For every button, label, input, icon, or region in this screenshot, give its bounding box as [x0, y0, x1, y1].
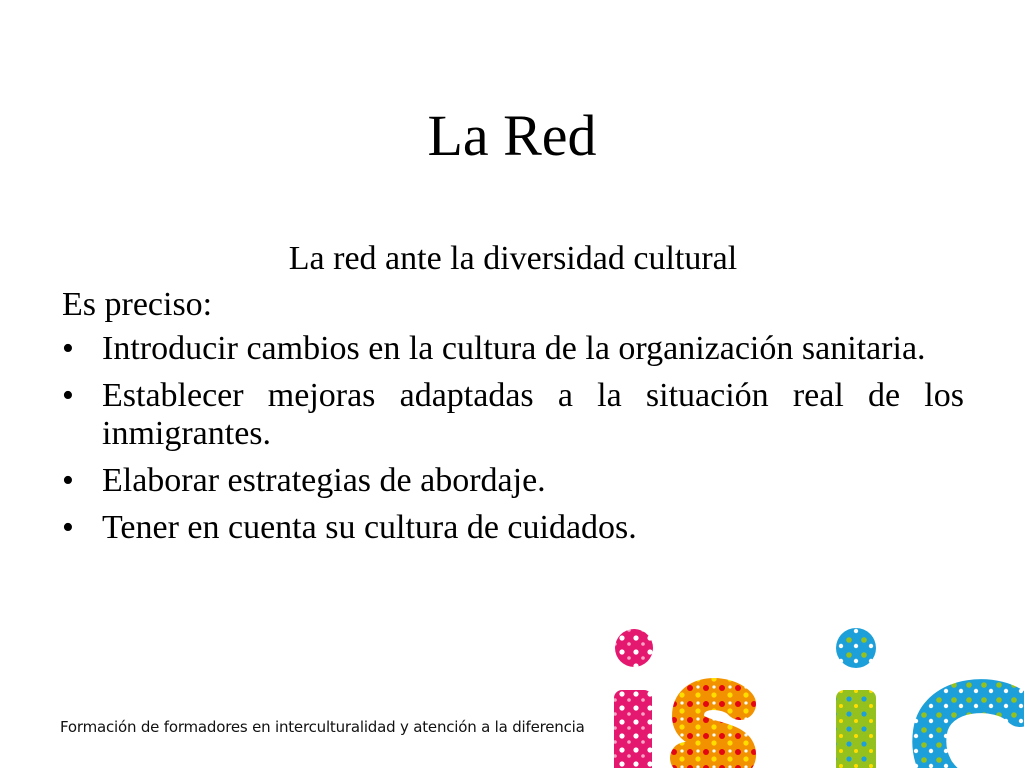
- bullet-text: Establecer mejoras adaptadas a la situación real de los inmigrantes.: [102, 377, 964, 452]
- bullet-item: [62, 330, 964, 368]
- bullet-item: [62, 377, 964, 453]
- slide-content: [62, 240, 964, 556]
- bullet-icon: •: [62, 377, 74, 414]
- bullet-item: [62, 509, 964, 547]
- bullet-text: Elaborar estrategias de abordaje.: [102, 462, 546, 499]
- bullet-text: Tener en cuenta su cultura de cuidados.: [102, 509, 637, 546]
- bullet-list: [62, 330, 964, 547]
- slide-subtitle: La red ante la diversidad cultural: [288, 240, 738, 277]
- bullet-item: [62, 462, 964, 500]
- isic-logo: [590, 620, 1024, 768]
- bullet-icon: •: [62, 509, 74, 546]
- bullet-icon: •: [62, 462, 74, 499]
- bullet-icon: •: [62, 330, 74, 367]
- footer-text: Formación de formadores en interculturalidad y atención a la diferencia: [60, 718, 585, 736]
- bullet-text: Introducir cambios en la cultura de la organización sanitaria.: [102, 330, 926, 367]
- intro-text: Es preciso:: [62, 286, 213, 323]
- slide-title: La Red: [427, 103, 597, 168]
